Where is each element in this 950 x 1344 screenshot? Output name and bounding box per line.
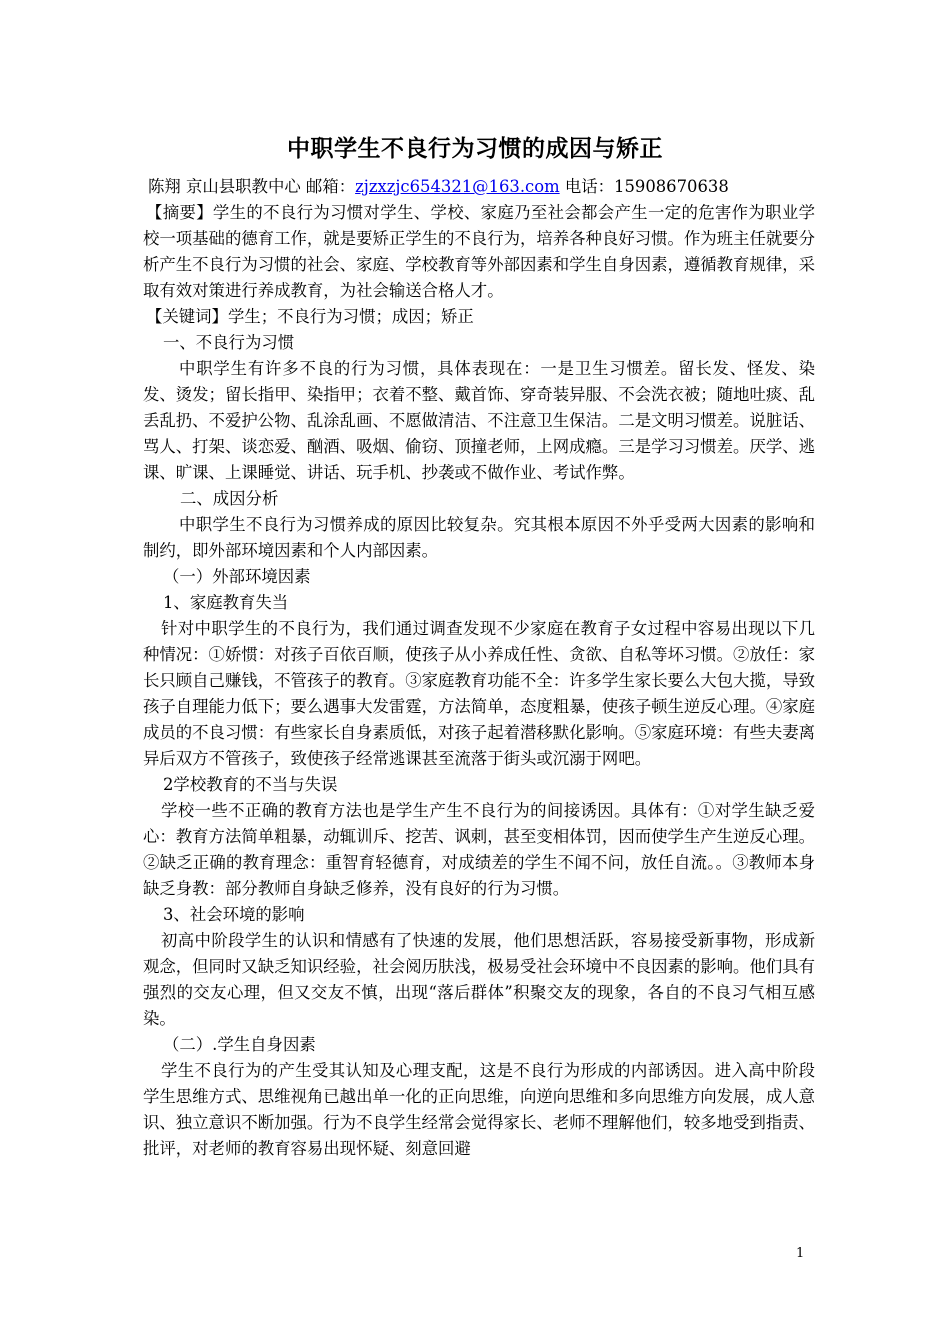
subsection-heading: 3、社会环境的影响 [163, 905, 305, 924]
author-info: 陈翔 京山县职教中心 邮箱： [148, 177, 356, 196]
keywords-paragraph: 【关键词】学生；不良行为习惯；成因；矫正 [146, 307, 474, 326]
subsection-heading: 2学校教育的不当与失误 [163, 775, 338, 794]
phone-info: 电话：15908670638 [559, 177, 729, 196]
subsection-heading: （二）.学生自身因素 [163, 1035, 316, 1054]
body-paragraph: 中职学生不良行为习惯养成的原因比较复杂。究其根本原因不外乎受两大因素的影响和制约，即外部环境因素和个人内部因素。 [143, 515, 815, 560]
author-line [143, 174, 815, 200]
body-paragraph: 中职学生有许多不良的行为习惯，具体表现在：一是卫生习惯差。留长发、怪发、染发、烫发；留长指甲、染指甲；衣着不整、戴首饰、穿奇装异服、不会洗衣被；随地吐痰、乱丢乱扔、不爱护公物、乱涂乱画、不愿做清洁、不注意卫生保洁。二是文明习惯差。说脏话、骂人、打架、谈恋爱、酗酒、吸烟、偷窃、顶撞老师，上网成瘾。三是学习习惯差。厌学、逃课、旷课、上课睡觉、讲话、玩手机、抄袭或不做作业、考试作弊。 [143, 359, 816, 482]
body-paragraph: 学校一些不正确的教育方法也是学生产生不良行为的间接诱因。具体有：①对学生缺乏爱心：教育方法简单粗暴，动辄训斥、挖苦、讽刺，甚至变相体罚，因而使学生产生逆反心理。②缺乏正确的教育理念：重智育轻德育，对成绩差的学生不闻不问，放任自流。。③教师本身缺乏身教：部分教师自身缺乏修养，没有良好的行为习惯。 [143, 801, 816, 898]
subsection-heading: 1、家庭教育失当 [163, 593, 289, 612]
body-paragraph: 针对中职学生的不良行为，我们通过调查发现不少家庭在教育子女过程中容易出现以下几种情况：①娇惯：对孩子百依百顺，使孩子从小养成任性、贪欲、自私等坏习惯。②放任：家长只顾自己赚钱，不管孩子的教育。③家庭教育功能不全：许多学生家长要么大包大揽，导致孩子自理能力低下；要么遇事大发雷霆，方法简单，态度粗暴，使孩子顿生逆反心理。④家庭成员的不良习惯：有些家长自身素质低，对孩子起着潜移默化影响。⑤家庭环境：有些夫妻离异后双方不管孩子，致使孩子经常逃课甚至流落于街头或沉溺于网吧。 [143, 619, 816, 768]
subsection-heading: （一）外部环境因素 [163, 567, 311, 586]
section-heading: 二、成因分析 [180, 489, 279, 508]
document-body [143, 174, 815, 1162]
page-number: 1 [796, 1246, 805, 1261]
document-title: 中职学生不良行为习惯的成因与矫正 [287, 136, 663, 162]
body-paragraph: 初高中阶段学生的认识和情感有了快速的发展，他们思想活跃，容易接受新事物，形成新观念，但同时又缺乏知识经验，社会阅历肤浅，极易受社会环境中不良因素的影响。他们具有强烈的交友心理，但又交友不慎，出现“落后群体”积聚交友的现象，各自的不良习气相互感染。 [143, 931, 816, 1028]
abstract-paragraph: 【摘要】学生的不良行为习惯对学生、学校、家庭乃至社会都会产生一定的危害作为职业学校一项基础的德育工作，就是要矫正学生的不良行为，培养各种良好习惯。作为班主任就要分析产生不良行为习惯的社会、家庭、学校教育等外部因素和学生自身因素，遵循教育规律，采取有效对策进行养成教育，为社会输送合格人才。 [143, 203, 816, 300]
section-heading: 一、不良行为习惯 [163, 333, 295, 352]
body-paragraph: 学生不良行为的产生受其认知及心理支配，这是不良行为形成的内部诱因。进入高中阶段学生思维方式、思维视角已越出单一化的正向思维，向逆向思维和多向思维方向发展，成人意识、独立意识不断加强。行为不良学生经常会觉得家长、老师不理解他们，较多地受到指责、批评，对老师的教育容易出现怀疑、刻意回避 [143, 1061, 816, 1158]
email-link[interactable]: zjzxzjc654321@163.com [355, 177, 560, 196]
